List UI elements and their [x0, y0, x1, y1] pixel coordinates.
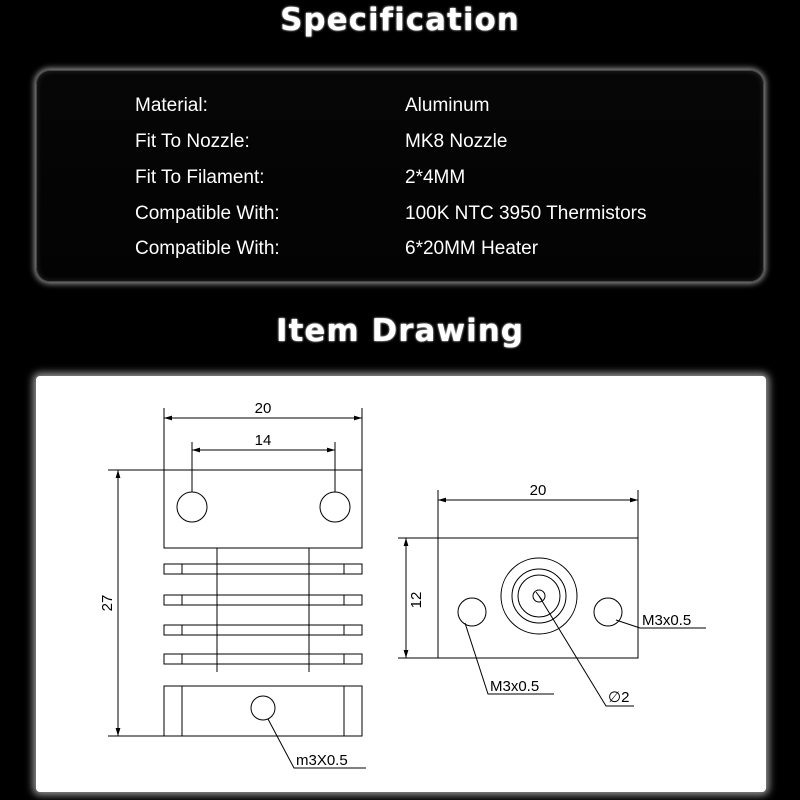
spec-label: Fit To Nozzle: — [135, 131, 250, 152]
spec-value: 6*20MM Heater — [405, 238, 539, 259]
front-bottom-block — [164, 686, 362, 736]
top-left-hole — [458, 598, 486, 626]
fin — [164, 595, 362, 605]
fin — [164, 564, 362, 574]
fin — [164, 625, 362, 635]
top-width-label: 20 — [529, 482, 547, 499]
specification-panel — [36, 70, 764, 282]
spec-row-material — [135, 91, 755, 121]
spec-value: MK8 Nozzle — [405, 131, 508, 152]
center-hole-label: ∅2 — [608, 689, 630, 706]
spec-row-filament — [135, 163, 755, 193]
spec-row-thermistor — [135, 199, 755, 229]
spec-label: Compatible With: — [135, 203, 280, 224]
item-drawing-heading: Item Drawing — [276, 313, 524, 349]
spec-value: 2*4MM — [405, 167, 466, 188]
spec-label: Fit To Filament: — [135, 167, 265, 188]
front-view — [108, 408, 366, 768]
front-bottom-hole — [251, 696, 275, 720]
left-hole-label: M3x0.5 — [490, 678, 540, 695]
top-right-hole — [594, 598, 622, 626]
spec-label: Material: — [135, 95, 208, 116]
front-mount-hole-right — [320, 492, 350, 522]
front-hole-spacing-label: 14 — [254, 432, 272, 449]
front-width-label: 20 — [254, 400, 272, 417]
front-mount-hole-left — [177, 492, 207, 522]
item-drawing-panel — [36, 376, 766, 792]
right-hole-label: M3x0.5 — [642, 612, 692, 629]
fin — [164, 654, 362, 664]
top-height-label: 12 — [408, 591, 425, 609]
spec-row-nozzle — [135, 127, 755, 157]
spec-row-heater — [135, 234, 755, 264]
spec-label: Compatible With: — [135, 238, 280, 259]
technical-drawing — [36, 376, 766, 792]
spec-value: Aluminum — [405, 95, 490, 116]
specification-heading: Specification — [280, 2, 520, 38]
top-view — [398, 490, 706, 706]
front-top-block — [164, 470, 362, 548]
front-height-label: 27 — [99, 594, 116, 612]
front-bottom-hole-label: m3X0.5 — [296, 752, 348, 769]
spec-value: 100K NTC 3950 Thermistors — [405, 203, 647, 224]
